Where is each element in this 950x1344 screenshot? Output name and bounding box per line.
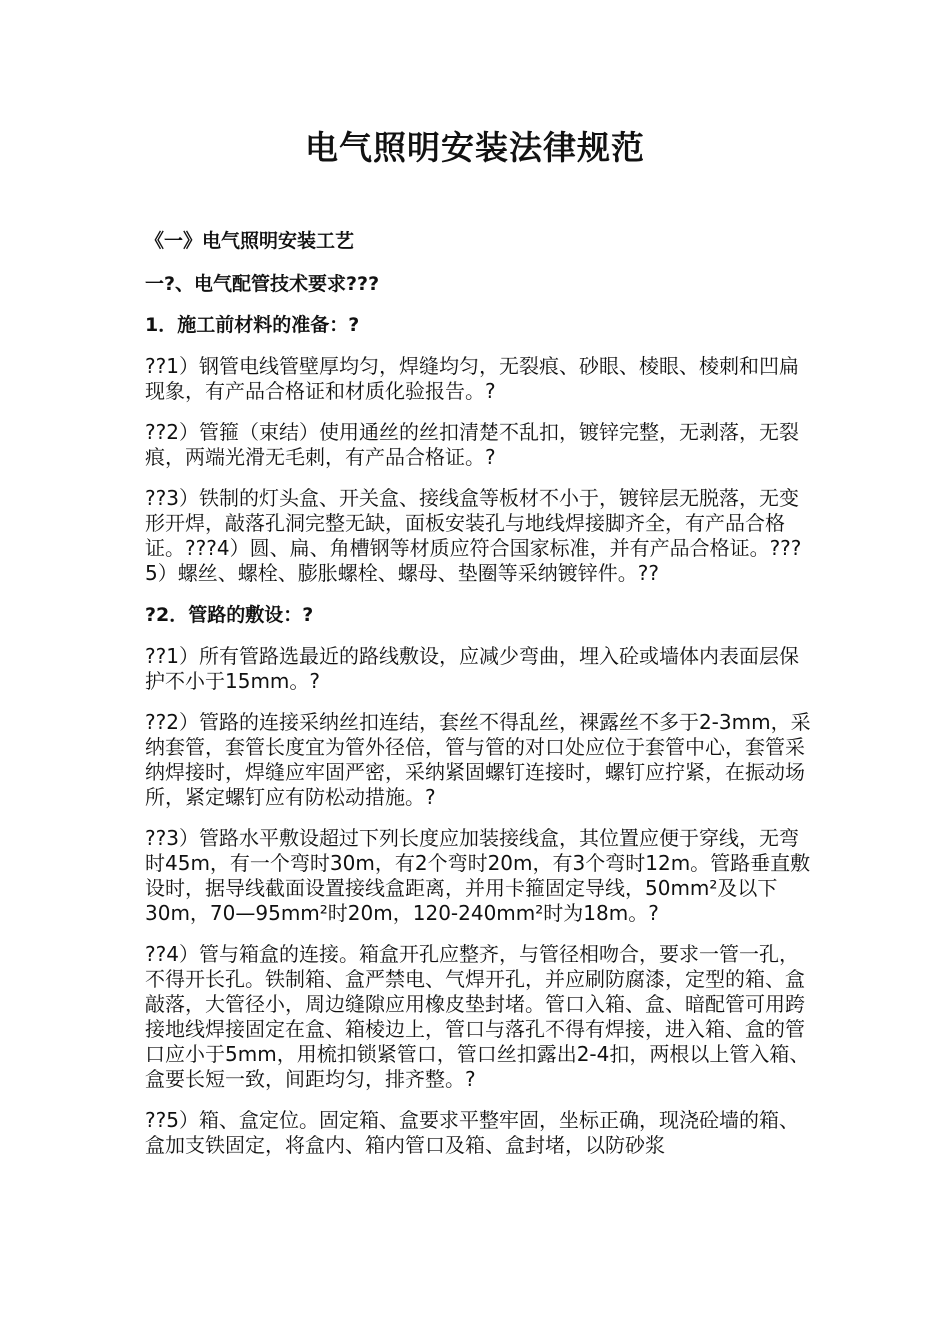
paragraph-box-positioning: ??5）箱、盒定位。固定箱、盒要求平整牢固，坐标正确，现浇砼墙的箱、盒加支铁固定，将盒内、箱内管口及箱、盒封堵，以防砂浆 [145, 1108, 799, 1157]
part-heading: 一?、电气配管技术要求??? [145, 273, 380, 295]
document-body [145, 228, 817, 1158]
paragraph-route-selection: ??1）所有管路选最近的路线敷设，应减少弯曲，埋入砼或墙体内表面层保护不小于15mm。? [145, 644, 799, 693]
subsection-heading-laying: ?2．管路的敷设：? [145, 604, 314, 626]
paragraph-steel-conduit: ??1）钢管电线管壁厚均匀，焊缝均匀，无裂痕、砂眼、棱眼、棱刺和凹扁现象，有产品合格证和材质化验报告。? [145, 354, 799, 403]
document-title: 电气照明安装法律规范 [305, 128, 645, 167]
paragraph-pipe-box-connection: ??4）管与箱盒的连接。箱盒开孔应整齐，与管径相吻合，要求一管一孔，不得开长孔。铁制箱、盒严禁电、气焊开孔，并应刷防腐漆，定型的箱、盒敲落，大管径小，周边缝隙应用橡皮垫封堵。管口入箱、盒、暗配管可用跨接地线焊接固定在盒、箱棱边上，管口与落孔不得有焊接，进入箱、盒的管口应小于5mm，用梳扣锁紧管口，管口丝扣露出2-4扣，两根以上管入箱、盒要长短一致，间距均匀，排齐整。? [145, 942, 810, 1091]
subsection-heading-materials: 1．施工前材料的准备：? [145, 314, 360, 336]
paragraph-pipe-coupling: ??2）管箍（束结）使用通丝的丝扣清楚不乱扣，镀锌完整，无剥落，无裂痕，两端光滑无毛刺，有产品合格证。? [145, 420, 799, 469]
paragraph-junction-boxes: ??3）管路水平敷设超过下列长度应加装接线盒，其位置应便于穿线，无弯时45m，有一个弯时30m，有2个弯时20m，有3个弯时12m。管路垂直敷设时，据导线截面设置接线盒距离，并用卡箍固定导线，50mm²及以下30m，70—95mm²时20m，120-240mm²时为18m。? [145, 826, 811, 925]
section-heading: 《一》电气照明安装工艺 [145, 230, 355, 252]
paragraph-boxes-and-fasteners: ??3）铁制的灯头盒、开关盒、接线盒等板材不小于，镀锌层无脱落，无变形开焊，敲落孔洞完整无缺，面板安装孔与地线焊接脚齐全，有产品合格证。???4）圆、扁、角槽钢等材质应符合国家标准，并有产品合格证。???5）螺丝、螺栓、膨胀螺栓、螺母、垫圈等采纳镀锌件。?? [145, 486, 802, 585]
paragraph-pipe-connection: ??2）管路的连接采纳丝扣连结，套丝不得乱丝，裸露丝不多于2-3mm，采纳套管，套管长度宜为管外径倍，管与管的对口处应位于套管中心，套管采纳焊接时，焊缝应牢固严密，采纳紧固螺钉连接时，螺钉应拧紧，在振动场所，紧定螺钉应有防松动措施。? [145, 710, 811, 809]
